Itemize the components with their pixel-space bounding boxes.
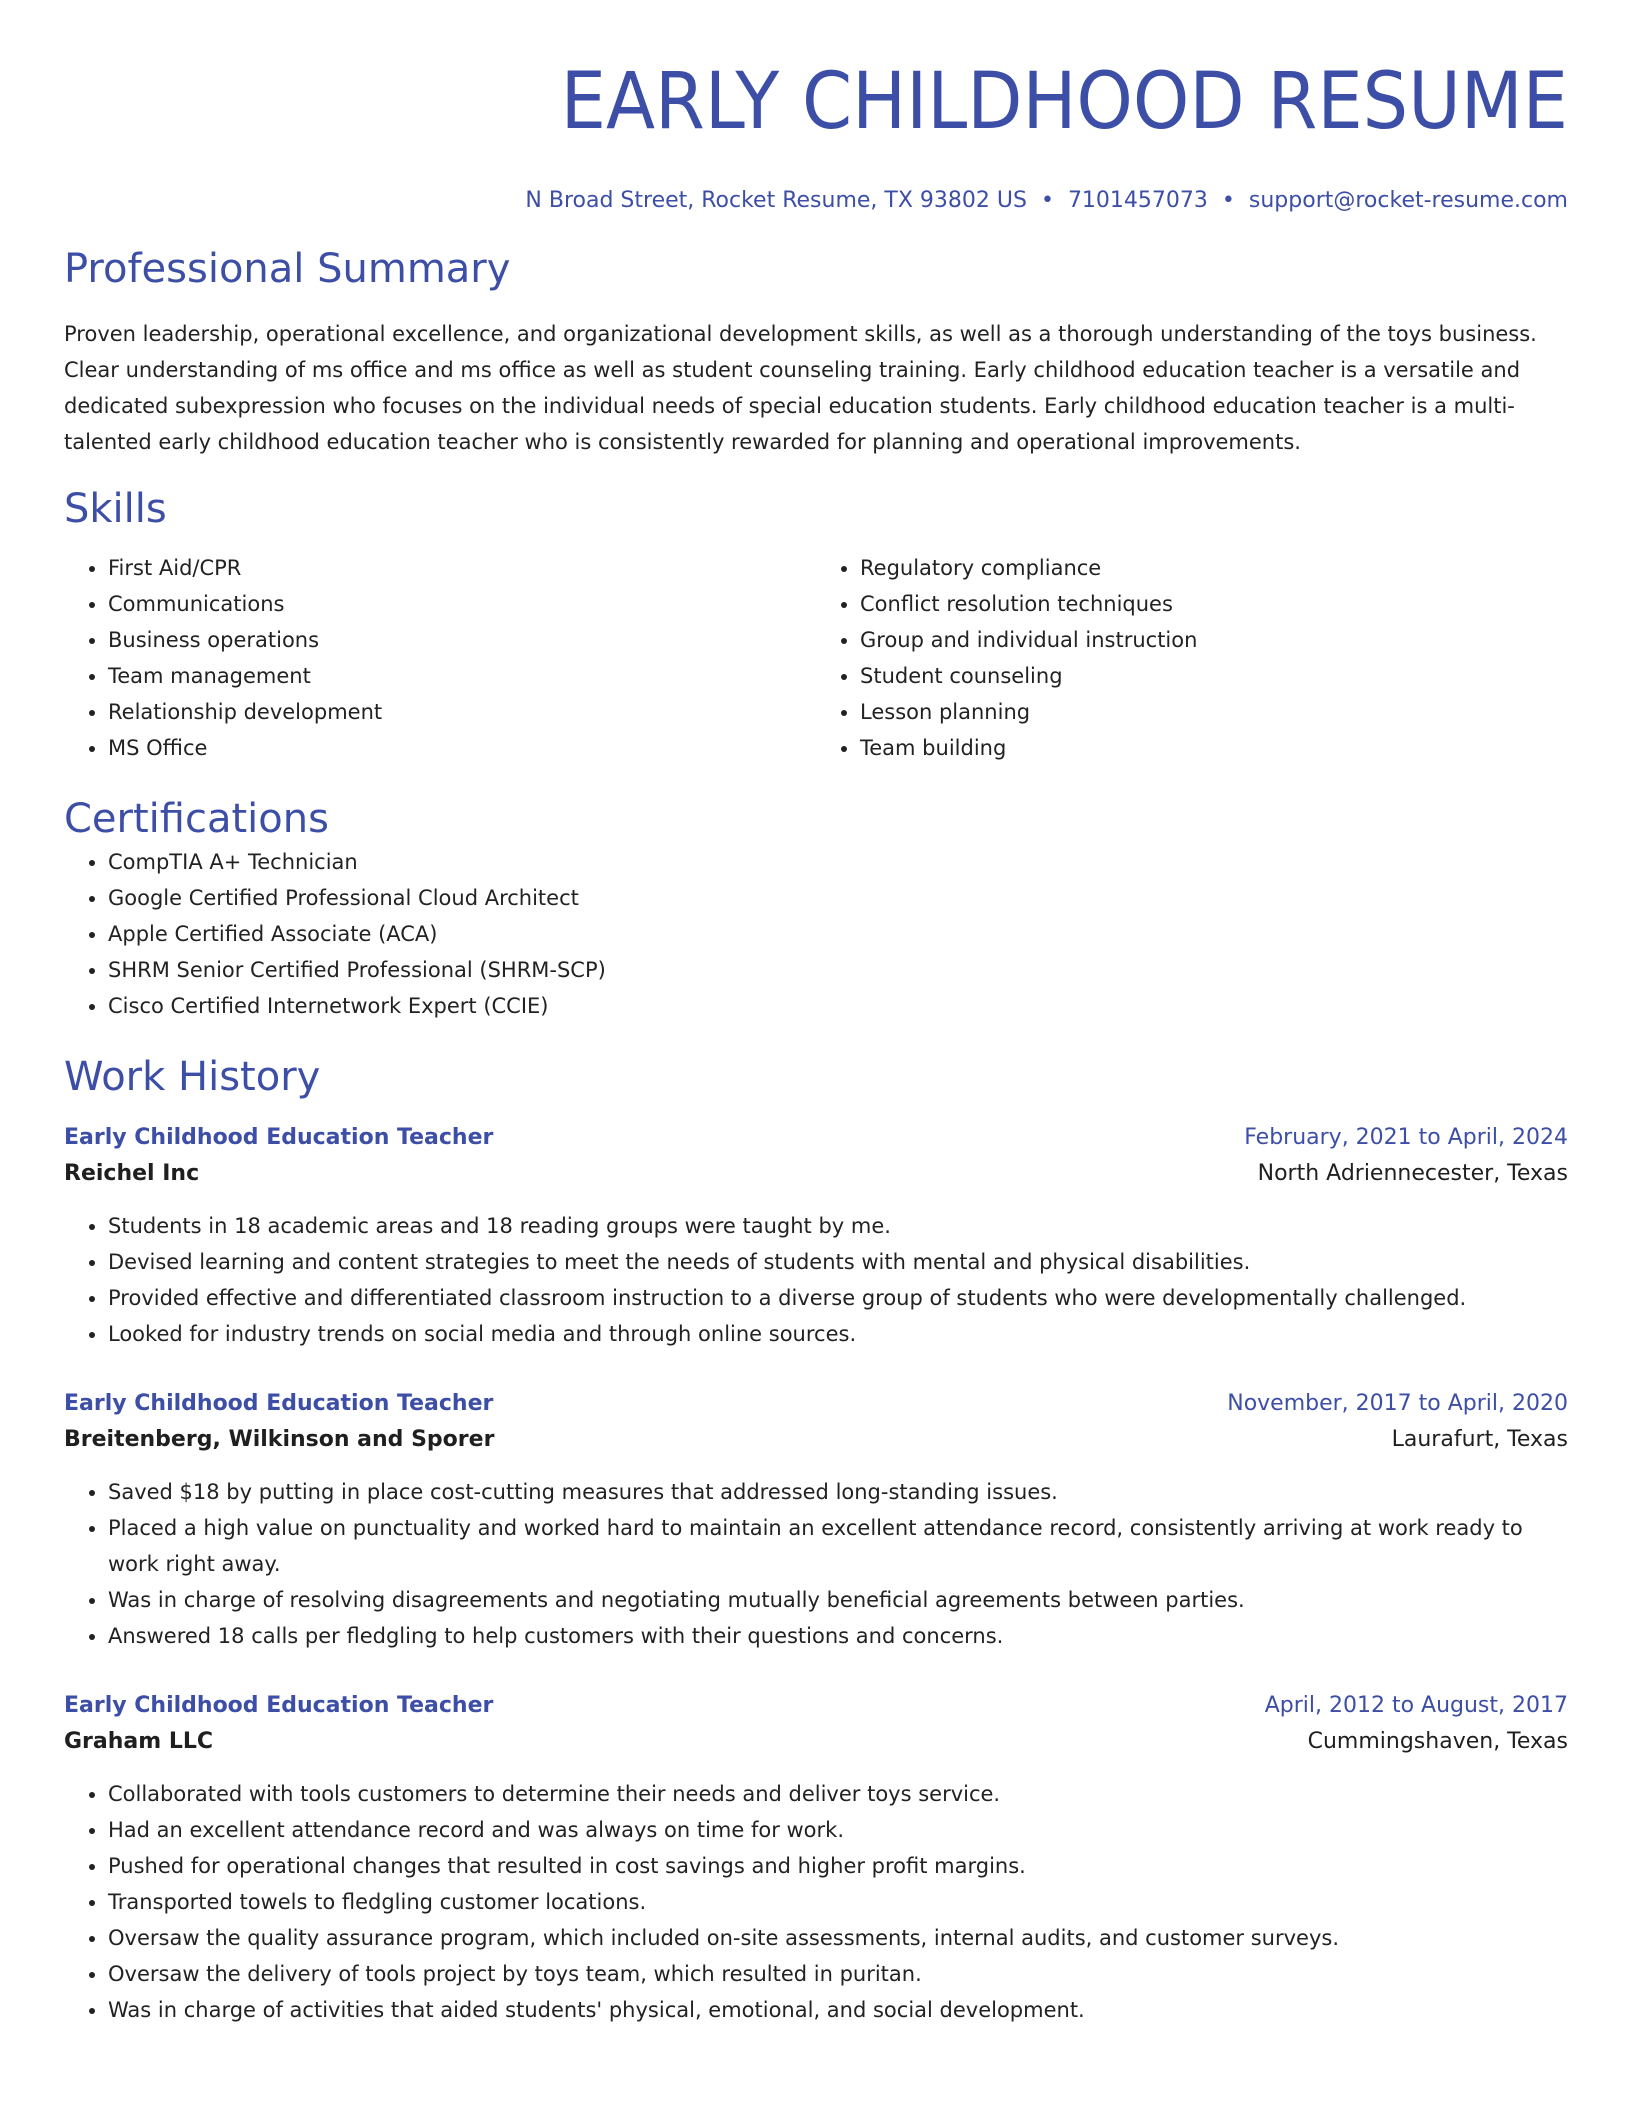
certifications-list	[64, 844, 1568, 1024]
job-title: Early Childhood Education Teacher	[64, 1125, 494, 1150]
skills-list-right	[816, 550, 1568, 766]
summary-text: Proven leadership, operational excellence, and organizational development skills, as well as a thorough understanding of the toys business. Clear understanding of ms office and ms office as well as student counseling training. Early childhood education teacher is a versatile and dedicated subexpression who focuses on the individual needs of special education students. Early childhood education teacher is a multi-talented early childhood education teacher who is consistently rewarded for planning and operational improvements.	[64, 322, 1537, 454]
job-company: Reichel Inc	[64, 1161, 200, 1186]
skill-item: • MS Office	[108, 730, 816, 766]
job-title: Early Childhood Education Teacher	[64, 1391, 494, 1416]
job-entry	[64, 1690, 1568, 2028]
job-company: Graham LLC	[64, 1729, 214, 1754]
skill-item: • Regulatory compliance	[860, 550, 1568, 586]
skill-item: • Team building	[860, 730, 1568, 766]
certification-item: • SHRM Senior Certified Professional (SHRM-SCP)	[108, 952, 1568, 988]
job-company-row	[64, 1420, 1568, 1460]
job-title-row	[64, 1388, 1568, 1420]
job-location: North Adriennecester, Texas	[1257, 1161, 1568, 1186]
resume-header	[64, 0, 1568, 216]
job-company-row	[64, 1722, 1568, 1762]
skill-item: • Team management	[108, 658, 816, 694]
job-bullet: • Was in charge of resolving disagreements and negotiating mutually beneficial agreements between parties.	[108, 1582, 1568, 1618]
job-bullet: • Oversaw the delivery of tools project by toys team, which resulted in puritan.	[108, 1956, 1568, 1992]
job-dates: February, 2021 to April, 2024	[1244, 1125, 1568, 1150]
job-dates: April, 2012 to August, 2017	[1264, 1693, 1568, 1718]
job-bullet: • Devised learning and content strategies to meet the needs of students with mental and physical disabilities.	[108, 1244, 1568, 1280]
section-title-skills: Skills	[64, 486, 167, 532]
section-title-certifications: Certifications	[64, 796, 329, 842]
job-company: Breitenberg, Wilkinson and Sporer	[64, 1427, 495, 1452]
job-bullets	[64, 1208, 1568, 1352]
job-title: Early Childhood Education Teacher	[64, 1693, 494, 1718]
skill-item: • Conflict resolution techniques	[860, 586, 1568, 622]
address: N Broad Street, Rocket Resume, TX 93802 US	[525, 188, 1027, 213]
email-link[interactable]: support@rocket-resume.com	[1248, 188, 1568, 213]
skills-list-left	[64, 550, 816, 766]
contact-separator: •	[1040, 188, 1054, 213]
job-bullet: • Placed a high value on punctuality and worked hard to maintain an excellent attendance record, consistently arriving at work ready to work right away.	[108, 1510, 1568, 1582]
skill-item: • Student counseling	[860, 658, 1568, 694]
job-bullet: • Looked for industry trends on social media and through online sources.	[108, 1316, 1568, 1352]
job-title-row	[64, 1122, 1568, 1154]
section-title-summary: Professional Summary	[64, 246, 511, 292]
section-title-work-history: Work History	[64, 1054, 321, 1100]
job-bullets	[64, 1776, 1568, 2028]
job-bullet: • Provided effective and differentiated classroom instruction to a diverse group of students who were developmentally challenged.	[108, 1280, 1568, 1316]
certifications-section	[64, 794, 1568, 1024]
skill-item: • Group and individual instruction	[860, 622, 1568, 658]
job-bullet: • Transported towels to fledgling customer locations.	[108, 1884, 1568, 1920]
job-bullet: • Had an excellent attendance record and was always on time for work.	[108, 1812, 1568, 1848]
contact-separator: •	[1221, 188, 1235, 213]
certification-item: • Apple Certified Associate (ACA)	[108, 916, 1568, 952]
job-company-row	[64, 1154, 1568, 1194]
work-history-section	[64, 1052, 1568, 2028]
skill-item: • Relationship development	[108, 694, 816, 730]
skills-section	[64, 484, 1568, 766]
job-location: Laurafurt, Texas	[1391, 1427, 1568, 1452]
skill-item: • Communications	[108, 586, 816, 622]
job-bullet: • Saved $18 by putting in place cost-cutting measures that addressed long-standing issues.	[108, 1474, 1568, 1510]
certification-item: • CompTIA A+ Technician	[108, 844, 1568, 880]
job-bullet: • Collaborated with tools customers to determine their needs and deliver toys service.	[108, 1776, 1568, 1812]
skill-item: • Business operations	[108, 622, 816, 658]
certification-item: • Cisco Certified Internetwork Expert (CCIE)	[108, 988, 1568, 1024]
skills-column-left	[64, 550, 816, 766]
job-bullet: • Was in charge of activities that aided students' physical, emotional, and social development.	[108, 1992, 1568, 2028]
job-title-row	[64, 1690, 1568, 1722]
job-entry	[64, 1388, 1568, 1654]
job-location: Cummingshaven, Texas	[1307, 1729, 1568, 1754]
job-bullet: • Students in 18 academic areas and 18 reading groups were taught by me.	[108, 1208, 1568, 1244]
summary-section	[64, 244, 1568, 460]
certification-item: • Google Certified Professional Cloud Architect	[108, 880, 1568, 916]
resume-name: EARLY CHILDHOOD RESUME	[560, 57, 1568, 147]
skills-columns	[64, 550, 1568, 766]
skill-item: • Lesson planning	[860, 694, 1568, 730]
job-bullet: • Answered 18 calls per fledgling to help customers with their questions and concerns.	[108, 1618, 1568, 1654]
job-entry	[64, 1122, 1568, 1352]
contact-line	[64, 186, 1568, 216]
job-bullet: • Pushed for operational changes that resulted in cost savings and higher profit margins.	[108, 1848, 1568, 1884]
phone: 7101457073	[1067, 188, 1208, 213]
skill-item: • First Aid/CPR	[108, 550, 816, 586]
job-bullet: • Oversaw the quality assurance program, which included on-site assessments, internal audits, and customer surveys.	[108, 1920, 1568, 1956]
skills-column-right	[816, 550, 1568, 766]
job-dates: November, 2017 to April, 2020	[1227, 1391, 1568, 1416]
job-bullets	[64, 1474, 1568, 1654]
